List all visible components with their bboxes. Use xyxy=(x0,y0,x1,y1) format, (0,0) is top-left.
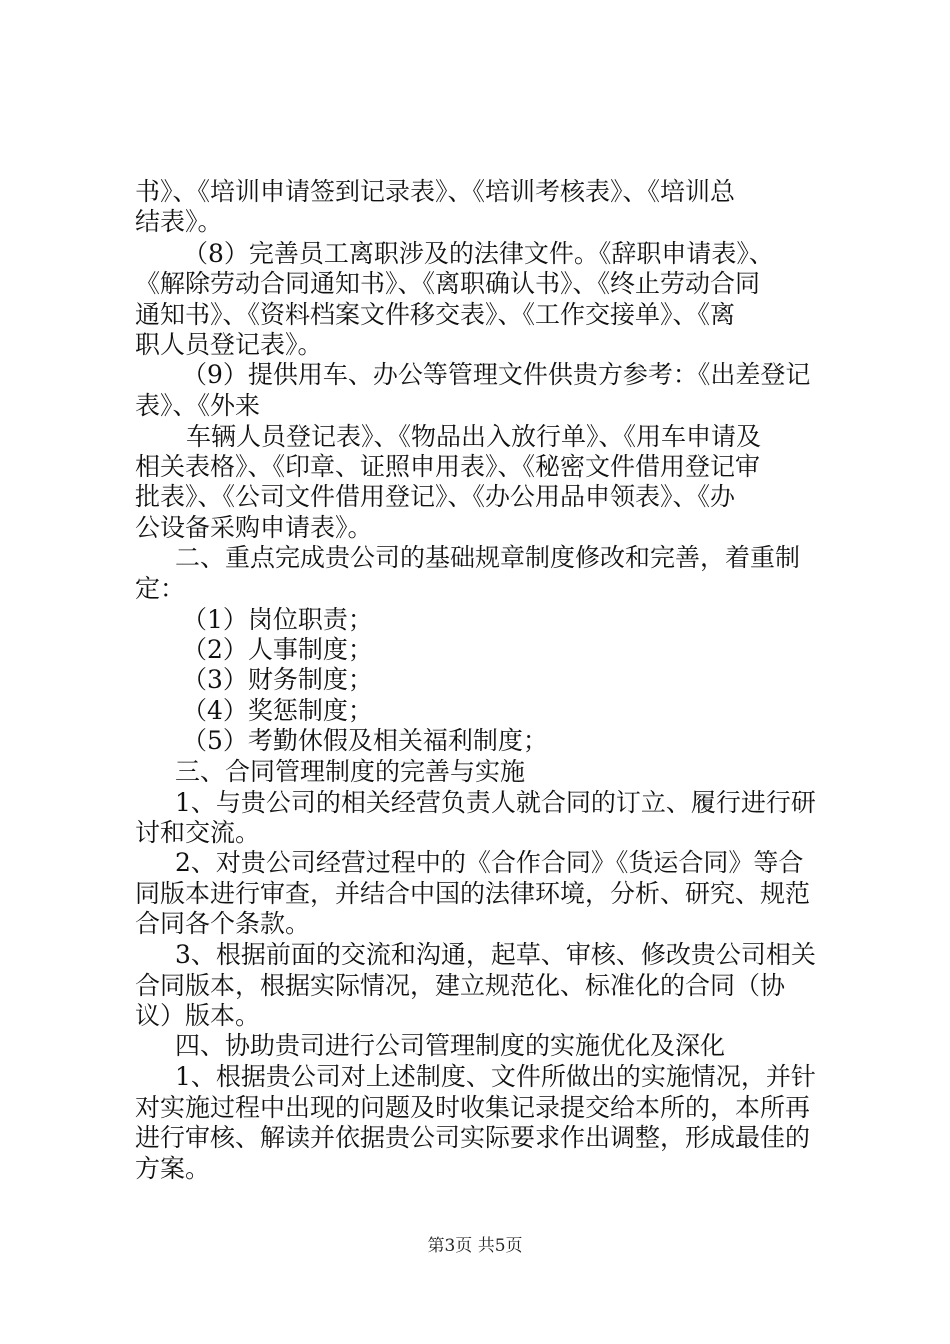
text-line: 表》、《外来 xyxy=(135,391,261,420)
text-line: 1、与贵公司的相关经营负责人就合同的订立、履行进行研 xyxy=(175,788,816,817)
list-item: （2）人事制度； xyxy=(182,635,373,664)
list-item: （3）财务制度； xyxy=(182,665,373,694)
text-line: 车辆人员登记表》、《物品出入放行单》、《用车申请及 xyxy=(186,422,762,451)
section-heading: 四、协助贵司进行公司管理制度的实施优化及深化 xyxy=(175,1031,726,1060)
list-item: （1）岗位职责； xyxy=(182,605,373,634)
text-line: 对实施过程中出现的问题及时收集记录提交给本所的，本所再 xyxy=(135,1093,811,1122)
list-item: （5）考勤休假及相关福利制度； xyxy=(182,726,548,755)
text-line: 书》、《培训申请签到记录表》、《培训考核表》、《培训总 xyxy=(135,177,736,206)
text-line: （8）完善员工离职涉及的法律文件。《辞职申请表》、 xyxy=(183,239,774,268)
text-line: 进行审核、解读并依据贵公司实际要求作出调整，形成最佳的 xyxy=(135,1123,811,1152)
text-line: 2、对贵公司经营过程中的《合作合同》《货运合同》等合 xyxy=(175,848,804,877)
text-line: 合同版本，根据实际情况，建立规范化、标准化的合同（协 xyxy=(135,971,786,1000)
text-line: 结表》。 xyxy=(135,207,223,236)
text-line: 定： xyxy=(135,574,186,603)
page-number-footer: 第3页 共5页 xyxy=(427,1236,523,1256)
text-line: 议）版本。 xyxy=(135,1001,261,1030)
list-item: （4）奖惩制度； xyxy=(182,696,373,725)
text-line: 相关表格》、《印章、证照申用表》、《秘密文件借用登记审 xyxy=(135,452,761,481)
text-line: （9）提供用车、办公等管理文件供贵方参考：《出差登记 xyxy=(182,360,811,389)
text-line: 3、根据前面的交流和沟通，起草、审核、修改贵公司相关 xyxy=(175,940,816,969)
text-line: 公设备采购申请表》。 xyxy=(135,513,373,542)
text-line: 同版本进行审查，并结合中国的法律环境，分析、研究、规范 xyxy=(135,879,811,908)
text-line: 《解除劳动合同通知书》、《离职确认书》、《终止劳动合同 xyxy=(135,269,761,298)
text-line: 职人员登记表》。 xyxy=(135,330,323,359)
text-line: 方案。 xyxy=(135,1154,211,1183)
section-heading: 三、合同管理制度的完善与实施 xyxy=(175,757,526,786)
text-line: 讨和交流。 xyxy=(135,818,261,847)
text-line: 合同各个条款。 xyxy=(135,909,311,938)
text-line: 1、根据贵公司对上述制度、文件所做出的实施情况，并针 xyxy=(175,1062,816,1091)
text-line: 二、重点完成贵公司的基础规章制度修改和完善，着重制 xyxy=(175,543,801,572)
text-line: 通知书》、《资料档案文件移交表》、《工作交接单》、《离 xyxy=(135,300,736,329)
text-line: 批表》、《公司文件借用登记》、《办公用品申领表》、《办 xyxy=(135,482,736,511)
